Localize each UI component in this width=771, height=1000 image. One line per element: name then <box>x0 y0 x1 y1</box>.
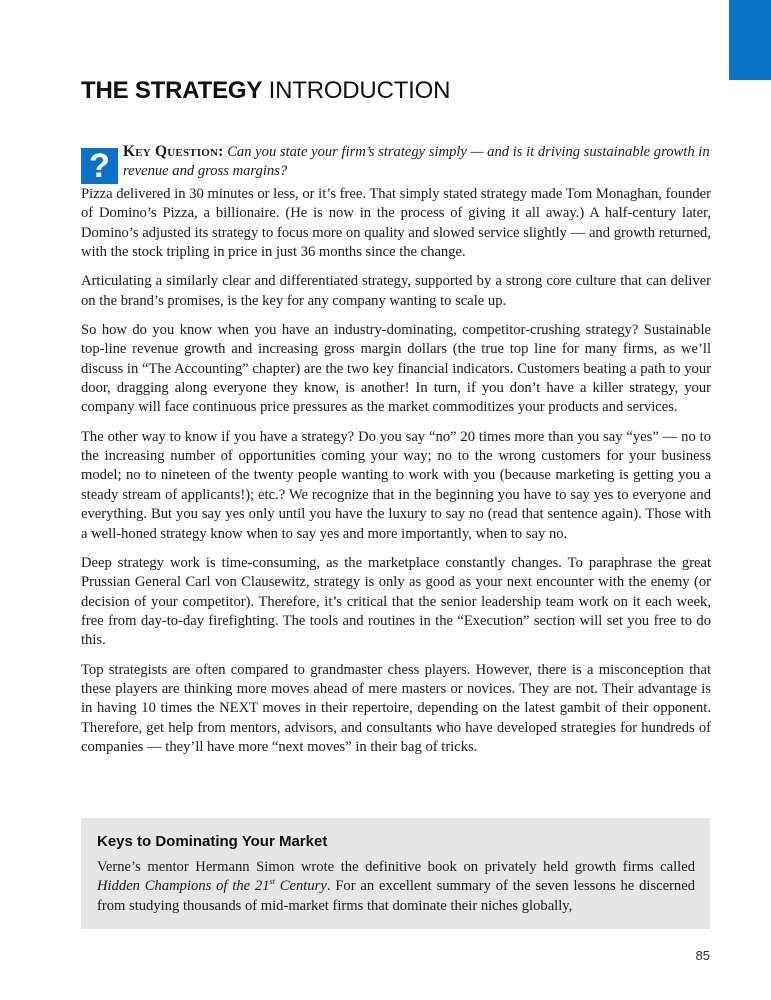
page-title-light: INTRODUCTION <box>262 77 451 104</box>
sidebar-text <box>97 858 695 916</box>
paragraph: The other way to know if you have a strategy? Do you say “no” 20 times more than you say “yes” — no to the increasing number of opportunities coming your way; no to the wrong customers for your business model; no to nineteen of the twenty people wanting to work with you (because marketing is getting you a steady stream of applicants!); etc.? We recognize that in the beginning you have to say yes to everyone and everything. But you say yes only until you have the luxury to say no (read that sentence again). Those with a well-honed strategy know when to say yes and more importantly, when to say no. <box>81 428 711 542</box>
paragraph: Articulating a similarly clear and differentiated strategy, supported by a strong core culture that can deliver on the brand’s promises, is the key for any company wanting to scale up. <box>81 273 711 309</box>
sidebar-text-end: . For an excellent summary of the seven lessons he discerned from studying thousands of mid-market firms that dominate their niches globally, <box>97 878 696 914</box>
book-title-sup: st <box>269 877 275 887</box>
chapter-tab <box>729 0 771 80</box>
paragraph: So how do you know when you have an industry-dominating, competitor-crushing strategy? Sustainable top-line revenue growth and increasing gross margin dollars (the true top line for many firms, as we’ll discuss in “The Accounting” chapter) are the two key financial indicators. Customers beating a path to your door, dragging along everyone they know, is another! In turn, if you don’t have a killer strategy, your company will face continuous price pressures as the market commoditizes your products and services. <box>81 322 711 416</box>
paragraph: Top strategists are often compared to grandmaster chess players. However, there is a misconception that these players are thinking more moves ahead of mere masters or novices. They are not. Their advantage is in having 10 times the NEXT moves in their repertoire, depending on the latest gambit of their opponent. Therefore, get help from mentors, advisors, and consultants who have developed strategies for hundreds of companies — they’ll have more “next moves” in their bag of tricks. <box>81 661 711 755</box>
paragraph: Pizza delivered in 30 minutes or less, or it’s free. That simply stated strategy made Tom Monaghan, founder of Domino’s Pizza, a billionaire. (He is now in the process of giving it all away.) A half-century later, Domino’s adjusted its strategy to focus more on quality and slowed service slightly — and growth returned, with the stock tripling in price in just 36 months since the change. <box>81 186 711 261</box>
sidebar-text-start: Verne’s mentor Hermann Simon wrote the definitive book on privately held growth firms called <box>97 859 695 875</box>
key-question-text <box>123 142 713 181</box>
key-question-body: Can you state your firm’s strategy simply — and is it driving sustainable growth in revenue and gross margins? <box>123 144 710 179</box>
page-number: 85 <box>695 948 710 963</box>
key-question-label: Key Question: <box>123 143 224 160</box>
question-mark-icon: ? <box>81 148 118 184</box>
paragraph: Deep strategy work is time-consuming, as the marketplace constantly changes. To paraphrase the great Prussian General Carl von Clausewitz, strategy is only as good as your next encounter with the enemy (or decision of your competitor). Therefore, it’s critical that the senior leadership team work on it each week, free from day-to-day firefighting. The tools and routines in the “Execution” section will set you free to do this. <box>81 554 711 649</box>
body-text <box>81 185 711 767</box>
key-question <box>81 142 711 185</box>
book-title-main: Hidden Champions of the 21 <box>97 878 270 895</box>
sidebar-title: Keys to Dominating Your Market <box>97 833 328 850</box>
page-title <box>81 76 450 106</box>
book-title <box>97 878 327 894</box>
sidebar-box <box>81 818 710 929</box>
book-title-end: Century <box>274 878 327 895</box>
page-title-bold: THE STRATEGY <box>81 77 263 104</box>
